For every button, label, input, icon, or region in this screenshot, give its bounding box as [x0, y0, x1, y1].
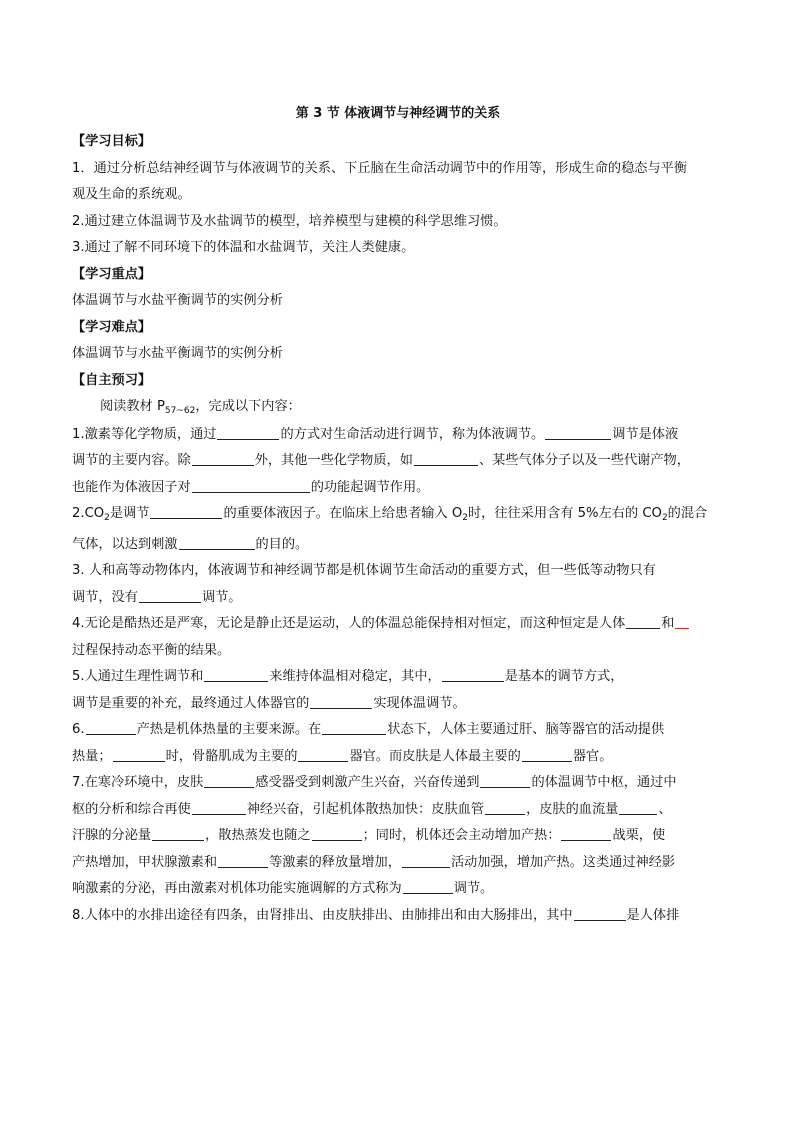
- subscript: 2: [104, 513, 110, 523]
- q6-text: 状态下，人体主要通过肝、脑等器官的活动提供: [387, 722, 665, 737]
- answer-blank[interactable]: [480, 772, 530, 788]
- answer-blank[interactable]: [192, 450, 254, 466]
- question-7-line-2: [72, 797, 724, 824]
- goal-1-line-2: 观及生命的系统观。: [72, 187, 191, 202]
- q3-text: 调节。: [201, 589, 242, 605]
- intro-text-end: ，完成以下内容：: [195, 399, 301, 414]
- question-7-line-5: [72, 876, 724, 903]
- q5-text: 是基本的调节方式，: [504, 669, 624, 684]
- q2-text: 的目的。: [255, 536, 309, 552]
- q7-text: 7.在寒冷环境中，皮肤: [72, 775, 204, 790]
- q6-text: 热量；: [72, 748, 112, 764]
- q7-text: ；同时，机体还会主动增加产热：: [362, 828, 561, 843]
- question-2-line-2: [72, 532, 724, 559]
- answer-blank[interactable]: [545, 424, 611, 440]
- question-7-line-1: [72, 770, 724, 797]
- answer-blank[interactable]: [179, 534, 255, 550]
- difficulty-text: 体温调节与水盐平衡调节的实例分析: [72, 346, 283, 361]
- question-7-line-3: [72, 823, 724, 850]
- question-6-line-1: [72, 717, 724, 744]
- answer-blank[interactable]: [204, 666, 268, 682]
- key-points-heading: 【学习重点】: [72, 266, 152, 282]
- q7-text: 神经兴奋，引起机体散热加快：皮肤血管: [246, 801, 485, 817]
- question-3-line-1: 3. 人和高等动物体内，体液调节和神经调节都是机体调节生命活动的重要方式，但一些低等动物只有: [72, 563, 656, 578]
- goal-2: 2.通过建立体温调节及水盐调节的模型，培养模型与建模的科学思维习惯。: [72, 213, 507, 229]
- q2-text: 的混合: [667, 506, 708, 521]
- q2-text: 气体，以达到刺激: [72, 536, 178, 552]
- answer-blank[interactable]: [192, 477, 310, 493]
- q7-text: 汗腺的分泌量: [72, 828, 152, 843]
- difficulty-heading: 【学习难点】: [72, 319, 152, 335]
- q1-text: 调节的主要内容。除: [72, 453, 191, 468]
- answer-blank[interactable]: [574, 905, 626, 921]
- q7-text: 、: [658, 801, 672, 817]
- answer-blank[interactable]: [139, 587, 201, 603]
- q1-text: 的方式对生命活动进行调节，称为体液调节。: [280, 426, 545, 442]
- subscript: 2: [462, 513, 468, 523]
- question-5-line-1: [72, 664, 724, 691]
- answer-blank[interactable]: [619, 799, 657, 815]
- q7-text: 枢的分析和综合再使: [72, 801, 191, 817]
- question-1-line-3: [72, 475, 724, 502]
- question-2-line-1: [72, 501, 724, 532]
- q2-text: 的重要体液因子。在临床上给患者输入 O: [223, 506, 463, 521]
- intro-text: 阅读教材 P: [100, 399, 165, 414]
- q2-text: 是调节: [109, 506, 150, 521]
- q5-text: 来维持体温相对稳定，其中，: [269, 669, 441, 684]
- q4-text: 4.无论是酷热还是严寒，无论是静止还是运动，人的体温总能保持相对恒定，而这种恒定是人体: [72, 616, 626, 631]
- q7-text: 战栗，使: [612, 828, 666, 843]
- q7-text: ，散热蒸发也随之: [205, 828, 311, 843]
- answer-blank[interactable]: [152, 825, 204, 841]
- q1-text: 调节是体液: [612, 426, 679, 442]
- worksheet-page: [72, 96, 724, 929]
- q7-text: 等激素的释放量增加，: [269, 854, 401, 870]
- q1-text: 外，其他一些化学物质，如: [254, 453, 413, 468]
- answer-blank[interactable]: [485, 799, 525, 815]
- q7-text: 感受器受到刺激产生兴奋，兴奋传递到: [255, 775, 480, 790]
- answer-blank[interactable]: [322, 719, 386, 735]
- answer-blank[interactable]: [402, 852, 450, 868]
- q5-text: 实现体温调节。: [373, 695, 466, 711]
- preview-intro: [72, 394, 724, 422]
- q6-text: 时，骨骼肌成为主要的: [165, 748, 298, 764]
- q1-text: 1.激素等化学物质，通过: [72, 426, 217, 442]
- q1-text: 也能作为体液因子对: [72, 479, 191, 495]
- key-points-text: 体温调节与水盐平衡调节的实例分析: [72, 293, 283, 308]
- question-5-line-2: [72, 691, 724, 718]
- answer-blank[interactable]: [86, 719, 136, 735]
- question-3-line-2: [72, 585, 724, 612]
- question-1-line-2: [72, 448, 724, 475]
- goals-heading: 【学习目标】: [72, 134, 152, 149]
- q5-text: 调节是重要的补充，最终通过人体器官的: [72, 695, 310, 711]
- answer-blank[interactable]: [218, 852, 268, 868]
- answer-blank[interactable]: [414, 450, 478, 466]
- q3-text: 调节，没有: [72, 589, 138, 605]
- q2-text: 2.CO: [72, 506, 105, 521]
- answer-blank[interactable]: [403, 878, 453, 894]
- goal-1-line-1: 1．通过分析总结神经调节与体液调节的关系、下丘脑在生命活动调节中的作用等，形成生命的稳态与平衡: [72, 160, 688, 176]
- answer-blank[interactable]: [192, 799, 246, 815]
- answer-blank[interactable]: [150, 503, 222, 519]
- subscript: 2: [661, 513, 668, 523]
- answer-blank[interactable]: [113, 746, 165, 762]
- q7-text: 活动加强，增加产热。这类通过神经影: [450, 854, 676, 870]
- q6-text: 6.: [72, 722, 85, 737]
- q7-text: 调节。: [453, 881, 494, 896]
- q8-text: 是人体排: [626, 907, 680, 923]
- answer-blank[interactable]: [561, 825, 611, 841]
- question-7-line-4: [72, 850, 724, 877]
- answer-blank[interactable]: [442, 666, 504, 682]
- answer-blank[interactable]: [312, 825, 362, 841]
- q4-text: 和: [661, 616, 675, 631]
- answer-blank[interactable]: [204, 772, 254, 788]
- q7-text: 响激素的分泌，再由激素对机体功能实施调解的方式称为: [72, 881, 402, 896]
- page-title: 第 3 节 体液调节与神经调节的关系: [295, 106, 501, 121]
- q6-text: 器官。: [572, 748, 613, 764]
- answer-blank[interactable]: [217, 424, 279, 440]
- q5-text: 5.人通过生理性调节和: [72, 669, 204, 684]
- q1-text: 的功能起调节作用。: [310, 479, 430, 495]
- q7-text: ，皮肤的血流量: [526, 801, 619, 817]
- q6-text: 器官。而皮肤是人体最主要的: [349, 748, 521, 764]
- q7-text: 的体温调节中枢，通过中: [531, 775, 677, 790]
- answer-blank[interactable]: [626, 613, 660, 629]
- q1-text: 、某些气体分子以及一些代谢产物，: [478, 453, 690, 468]
- question-6-line-2: [72, 744, 724, 771]
- question-8-line-1: [72, 903, 724, 930]
- q7-text: 产热增加，甲状腺激素和: [72, 854, 218, 870]
- q2-text: 时，往往采用含有 5%左右的 CO: [467, 506, 662, 521]
- answer-blank[interactable]: [675, 613, 689, 629]
- question-1-line-1: [72, 422, 724, 449]
- q6-text: 产热是机体热量的主要来源。在: [136, 722, 322, 737]
- answer-blank[interactable]: [310, 693, 372, 709]
- question-4-line-1: [72, 611, 724, 638]
- answer-blank[interactable]: [522, 746, 572, 762]
- q8-text: 8.人体中的水排出途径有四条，由肾排出、由皮肤排出、由肺排出和由大肠排出，其中: [72, 907, 573, 923]
- page-range: 57~62: [164, 406, 196, 416]
- preview-heading: 【自主预习】: [72, 372, 152, 388]
- answer-blank[interactable]: [298, 746, 348, 762]
- goal-3: 3.通过了解不同环境下的体温和水盐调节，关注人类健康。: [72, 240, 415, 255]
- question-4-line-2: 过程保持动态平衡的结果。: [72, 642, 231, 658]
